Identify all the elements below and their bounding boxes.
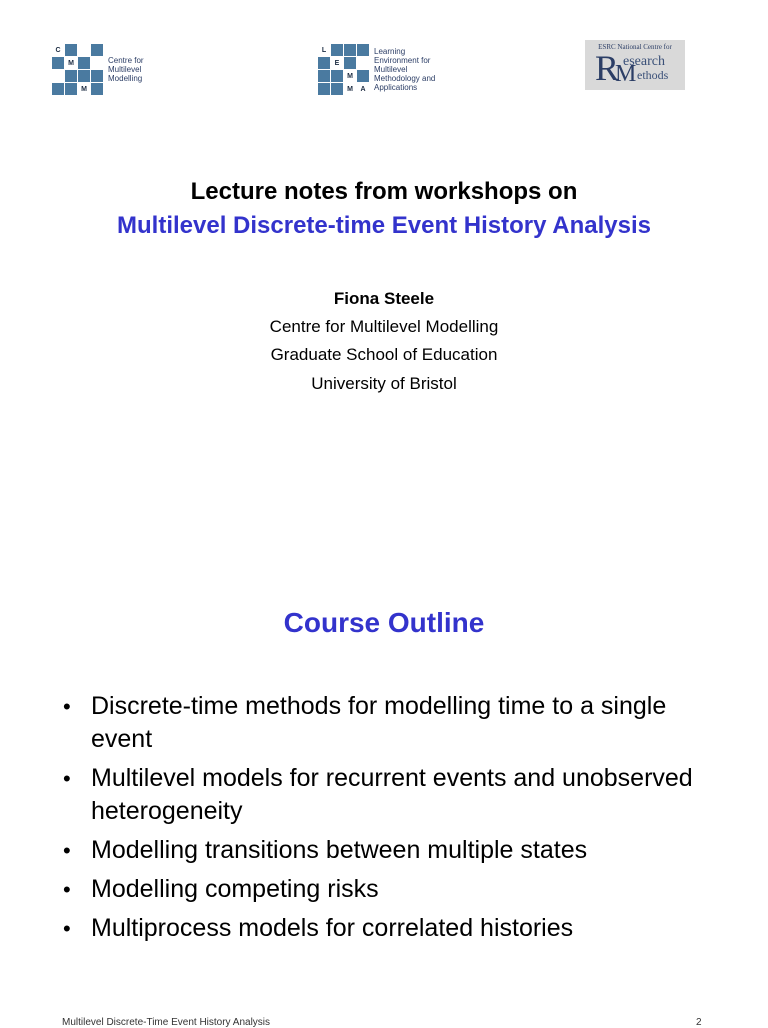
logo-cell (357, 70, 369, 82)
logo-cell: L (318, 44, 330, 56)
cmm-logo (52, 44, 144, 95)
bullet-icon: • (63, 877, 71, 902)
logo-cell: E (331, 57, 343, 69)
logo-cell (357, 44, 369, 56)
bullet-icon: • (63, 766, 71, 791)
course-outline-heading: Course Outline (283, 607, 485, 638)
logo-text-line: Modelling (108, 74, 143, 83)
logo-text-line: Centre for (108, 56, 144, 65)
logo-cell: M (344, 70, 356, 82)
bullet-icon: • (63, 838, 71, 863)
logo-cell: A (357, 83, 369, 95)
list-item (60, 762, 720, 828)
footer-page-number: 2 (696, 1017, 702, 1028)
list-item (60, 873, 720, 906)
logo-cell (331, 70, 343, 82)
logo-cell (91, 83, 103, 95)
logo-cell (331, 83, 343, 95)
list-item-text: Discrete-time methods for modelling time to a single event (91, 692, 667, 753)
logo-cell (65, 83, 77, 95)
logo-cell (52, 70, 64, 82)
logo-text-line: Methodology and (374, 74, 436, 83)
list-item-text: Modelling competing risks (91, 875, 379, 903)
title-line-1: Lecture notes from workshops on (190, 178, 578, 205)
logo-text-line: Environment for (374, 56, 431, 65)
lemma-logo (318, 44, 435, 95)
logo-cell (331, 44, 343, 56)
list-item (60, 834, 720, 867)
logo-text-line: Learning (374, 47, 406, 56)
cmm-logo-grid (52, 44, 103, 95)
affiliation-line: Centre for Multilevel Modelling (269, 317, 499, 336)
logo-cell (318, 83, 330, 95)
ncrm-logo-ethods: ethods (637, 68, 669, 82)
logo-cell (91, 44, 103, 56)
logo-cell (78, 44, 90, 56)
logo-text-line: Multilevel (374, 65, 408, 74)
ncrm-logo-top-text: ESRC National Centre for (598, 43, 672, 51)
logo-cell: M (78, 83, 90, 95)
logo-cell: M (344, 83, 356, 95)
logo-cell (318, 57, 330, 69)
logo-cell: M (65, 57, 77, 69)
author-name: Fiona Steele (333, 289, 435, 308)
lemma-logo-text (374, 47, 435, 92)
logo-cell (344, 44, 356, 56)
logo-cell (91, 70, 103, 82)
logo-cell: C (52, 44, 64, 56)
ncrm-logo-search: esearch (623, 54, 665, 69)
logo-cell (65, 44, 77, 56)
logo-cell (344, 57, 356, 69)
list-item-text: Modelling transitions between multiple states (91, 836, 588, 864)
cmm-logo-text (108, 56, 144, 83)
logo-cell (78, 70, 90, 82)
logo-cell (52, 57, 64, 69)
affiliation-line: University of Bristol (311, 374, 457, 393)
logo-cell (357, 57, 369, 69)
logo-cell (78, 57, 90, 69)
bullet-icon: • (63, 694, 71, 719)
ncrm-logo-r: R (595, 48, 620, 88)
affiliation-line: Graduate School of Education (270, 345, 498, 364)
ncrm-logo (585, 40, 685, 90)
logo-cell (318, 70, 330, 82)
list-item (60, 690, 720, 756)
lemma-logo-grid (318, 44, 369, 95)
list-item (60, 912, 720, 945)
footer-text: Multilevel Discrete-Time Event History Analysis (62, 1017, 271, 1028)
title-line-2: Multilevel Discrete-time Event History Analysis (117, 212, 651, 239)
logo-cell (91, 57, 103, 69)
bullet-icon: • (63, 916, 71, 941)
list-item-text: Multilevel models for recurrent events and unobserved heterogeneity (91, 764, 693, 825)
logo-text-line: Multilevel (108, 65, 142, 74)
list-item-text: Multiprocess models for correlated histories (91, 914, 574, 942)
logo-text-line: Applications (374, 83, 418, 92)
course-outline-list (60, 690, 720, 951)
logo-cell (52, 83, 64, 95)
logo-cell (65, 70, 77, 82)
ncrm-logo-m: M (615, 61, 637, 87)
